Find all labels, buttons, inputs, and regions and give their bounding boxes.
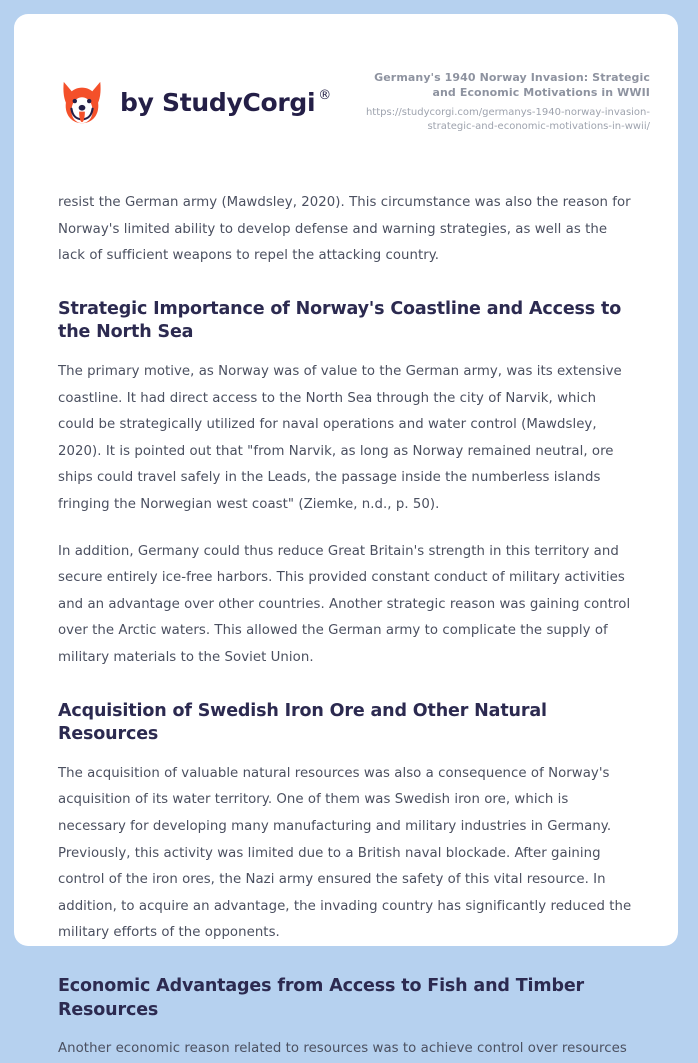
article-body xyxy=(14,176,678,1063)
body-paragraph: resist the German army (Mawdsley, 2020). This circumstance was also the reason for Norway's limited ability to develop defense and warning strategies, as well as the lack of sufficient weapons to repel the attacking country. xyxy=(58,195,631,264)
document-title: Germany's 1940 Norway Invasion: Strategic and Economic Motivations in WWII xyxy=(374,71,650,99)
body-paragraph: The primary motive, as Norway was of value to the German army, was its extensive coastline. It had direct access to the North Sea through the city of Narvik, which could be strategically utilized for naval operations and water control (Mawdsley, 2020). It is pointed out that "from Narvik, as long as Norway remained neutral, ore ships could travel safely in the Leads, the passage inside the numberless islands fringing the Norwegian west coast" (Ziemke, n.d., p. 50). xyxy=(58,364,622,512)
body-paragraph: The acquisition of valuable natural resources was also a consequence of Norway's acquisition of its water territory. One of them was Swedish iron ore, which is necessary for developing many manufacturing and military industries in Germany. Previously, this activity was limited due to a British naval blockade. After gaining control of the iron ores, the Nazi army ensured the safety of this vital resource. In addition, to acquire an advantage, the invading country has significantly reduced the military efforts of the opponents. xyxy=(58,765,632,941)
header-spacer xyxy=(14,144,678,176)
brand-name: by StudyCorgi xyxy=(120,87,316,117)
brand-wordmark xyxy=(120,88,331,117)
section-heading: Economic Advantages from Access to Fish and Timber Resources xyxy=(58,975,585,1020)
document-header xyxy=(14,14,678,144)
corgi-logo-icon xyxy=(58,78,106,126)
document-url[interactable]: https://studycorgi.com/germanys-1940-norway-invasion-strategic-and-economic-motivations-in-wwii/ xyxy=(365,106,650,133)
body-paragraph: Another economic reason related to resources was to achieve control over resources xyxy=(58,1041,627,1057)
section-heading: Acquisition of Swedish Iron Ore and Other Natural Resources xyxy=(58,700,547,745)
section-heading: Strategic Importance of Norway's Coastline and Access to the North Sea xyxy=(58,298,622,343)
brand-logo-block[interactable] xyxy=(58,78,331,126)
document-page xyxy=(14,14,678,1057)
registered-trademark-icon: ® xyxy=(318,87,331,103)
document-meta xyxy=(350,69,650,135)
body-paragraph: In addition, Germany could thus reduce Great Britain's strength in this territory and secure entirely ice-free harbors. This provided constant conduct of military activities and an advantage over other countries. Another strategic reason was gaining control over the Arctic waters. This allowed the German army to complicate the supply of military materials to the Soviet Union. xyxy=(58,543,631,665)
